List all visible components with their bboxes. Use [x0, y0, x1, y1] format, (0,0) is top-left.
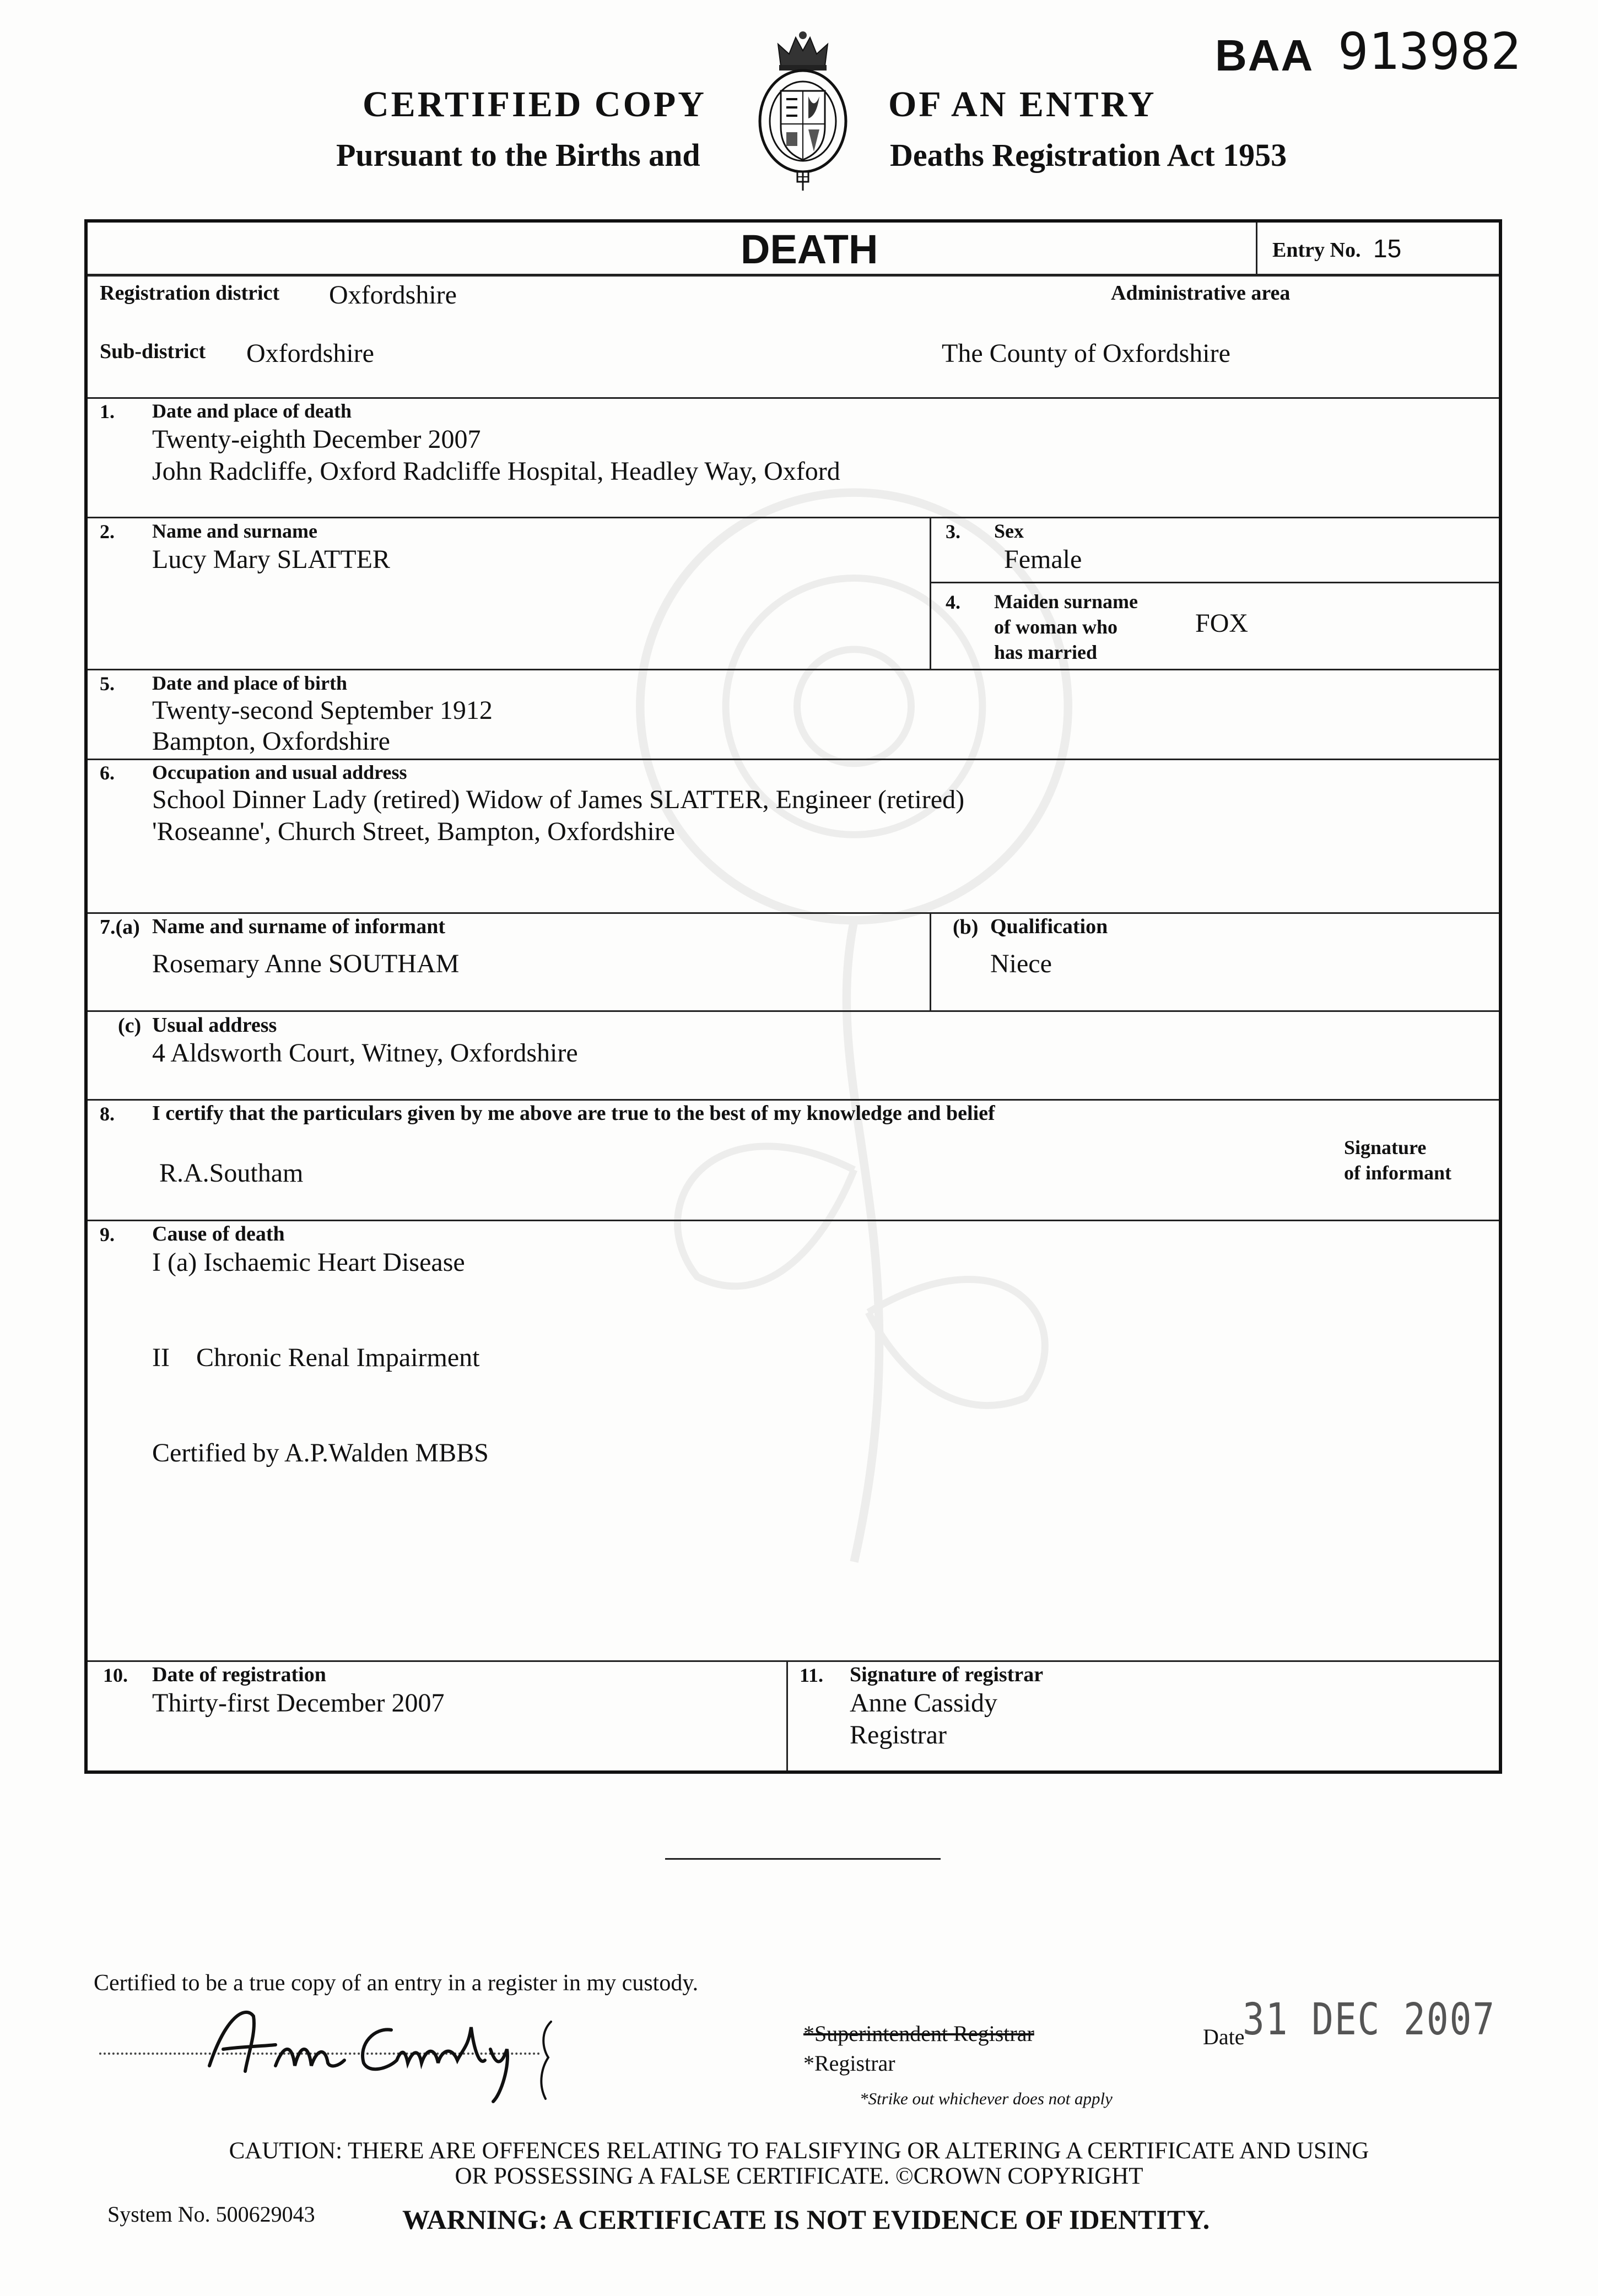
- field-3-number: 3.: [946, 521, 960, 543]
- qualification-value: Niece: [990, 949, 1052, 978]
- field-2-number: 2.: [100, 521, 115, 543]
- rule-title: [88, 274, 1499, 277]
- usual-address: 'Roseanne', Church Street, Bampton, Oxfordshire: [152, 817, 676, 846]
- caution-line-2: OR POSSESSING A FALSE CERTIFICATE. ©CROWN COPYRIGHT: [455, 2163, 1143, 2189]
- field-9-number: 9.: [100, 1223, 115, 1246]
- field-2-label: Name and surname: [152, 520, 318, 542]
- field-5-number: 5.: [100, 673, 115, 695]
- signature-informant-label-1: Signature: [1344, 1136, 1427, 1158]
- certified-true-copy-text: Certified to be a true copy of an entry in a register in my custody.: [94, 1970, 699, 1996]
- strike-out-note: *Strike out whichever does not apply: [860, 2089, 1113, 2108]
- registration-district-value: Oxfordshire: [329, 280, 457, 310]
- place-of-birth: Bampton, Oxfordshire: [152, 727, 390, 756]
- death-certificate-form: [84, 219, 1502, 1774]
- field-1-label: Date and place of death: [152, 400, 352, 422]
- field-8-label: I certify that the particulars given by me above are true to the best of my knowledge and belief: [152, 1102, 995, 1125]
- signature-informant-label-2: of informant: [1344, 1162, 1451, 1184]
- administrative-area-label: Administrative area: [1111, 281, 1291, 305]
- sex-value: Female: [1004, 545, 1082, 574]
- field-7c-label: Usual address: [152, 1014, 277, 1037]
- field-4-label-1: Maiden surname: [994, 591, 1138, 613]
- field-1-number: 1.: [100, 400, 115, 423]
- field-4-label-3: has married: [994, 641, 1097, 663]
- sub-district-value: Oxfordshire: [246, 339, 374, 368]
- field-4-label-2: of woman who: [994, 616, 1118, 638]
- form-title-death: DEATH: [741, 226, 878, 272]
- informant-signature-value: R.A.Southam: [159, 1158, 304, 1188]
- date-label: Date: [1203, 2024, 1245, 2049]
- place-of-death: John Radcliffe, Oxford Radcliffe Hospital, Headley Way, Oxford: [152, 457, 840, 486]
- cause-of-death-2: II Chronic Renal Impairment: [152, 1343, 480, 1372]
- rule-7ab: [88, 1010, 1499, 1012]
- rule-2-3: [930, 517, 931, 669]
- date-of-death: Twenty-eighth December 2007: [152, 425, 481, 454]
- entry-no-value: 15: [1373, 234, 1402, 263]
- field-6-label: Occupation and usual address: [152, 761, 407, 783]
- serial-number: 913982: [1338, 22, 1521, 81]
- field-9-label: Cause of death: [152, 1222, 285, 1246]
- entry-no-label: Entry No.: [1272, 239, 1361, 262]
- serial-prefix: BAA: [1215, 31, 1314, 80]
- field-11-label: Signature of registrar: [850, 1663, 1044, 1686]
- field-7a-number: 7.(a): [100, 916, 140, 939]
- certified-by: Certified by A.P.Walden MBBS: [152, 1438, 489, 1468]
- occupation: School Dinner Lady (retired) Widow of James SLATTER, Engineer (retired): [152, 785, 965, 814]
- rule-7a-7b: [930, 912, 931, 1010]
- cause-of-death-1a: I (a) Ischaemic Heart Disease: [152, 1248, 465, 1277]
- warning-text: WARNING: A CERTIFICATE IS NOT EVIDENCE OF IDENTITY.: [402, 2204, 1210, 2235]
- field-8-number: 8.: [100, 1103, 115, 1125]
- maiden-surname-value: FOX: [1195, 609, 1249, 638]
- royal-crest-icon: [751, 28, 855, 193]
- registrar-option: *Registrar: [803, 2051, 895, 2076]
- rule-entry: [1256, 223, 1257, 274]
- field-3-label: Sex: [994, 520, 1024, 542]
- deceased-name: Lucy Mary SLATTER: [152, 545, 390, 574]
- field-10-label: Date of registration: [152, 1663, 326, 1686]
- registrar-title: Registrar: [850, 1720, 947, 1750]
- field-11-number: 11.: [800, 1664, 824, 1686]
- registrar-signature-image: [193, 1983, 590, 2104]
- date-stamp: 31 DEC 2007: [1243, 1994, 1496, 2045]
- field-5-label: Date and place of birth: [152, 672, 347, 694]
- separator-line: [665, 1858, 941, 1860]
- subtitle-right: Deaths Registration Act 1953: [890, 137, 1287, 173]
- rule-3: [930, 582, 1499, 583]
- superintendent-registrar-struck: *Superintendent Registrar: [803, 2021, 1034, 2046]
- administrative-area-value: The County of Oxfordshire: [942, 339, 1230, 368]
- rule-10-11: [786, 1660, 788, 1770]
- title-of-an-entry: OF AN ENTRY: [888, 84, 1157, 124]
- field-4-number: 4.: [946, 591, 960, 613]
- subtitle-left: Pursuant to the Births and: [336, 137, 700, 173]
- field-7c-number: (c): [118, 1014, 142, 1037]
- title-certified-copy: CERTIFIED COPY: [363, 84, 706, 124]
- field-7b-label: Qualification: [990, 915, 1108, 938]
- caution-line-1: CAUTION: THERE ARE OFFENCES RELATING TO FALSIFYING OR ALTERING A CERTIFICATE AND USING: [229, 2138, 1369, 2164]
- field-6-number: 6.: [100, 762, 115, 784]
- field-10-number: 10.: [103, 1664, 128, 1686]
- field-7b-number: (b): [953, 916, 979, 939]
- date-of-registration: Thirty-first December 2007: [152, 1688, 445, 1718]
- registration-district-label: Registration district: [100, 281, 280, 305]
- registrar-name: Anne Cassidy: [850, 1688, 997, 1718]
- informant-name: Rosemary Anne SOUTHAM: [152, 949, 460, 978]
- sub-district-label: Sub-district: [100, 340, 206, 363]
- field-7a-label: Name and surname of informant: [152, 915, 445, 938]
- rule-8: [88, 1220, 1499, 1221]
- date-of-birth: Twenty-second September 1912: [152, 696, 493, 725]
- system-number: System No. 500629043: [107, 2202, 315, 2227]
- informant-address: 4 Aldsworth Court, Witney, Oxfordshire: [152, 1038, 578, 1068]
